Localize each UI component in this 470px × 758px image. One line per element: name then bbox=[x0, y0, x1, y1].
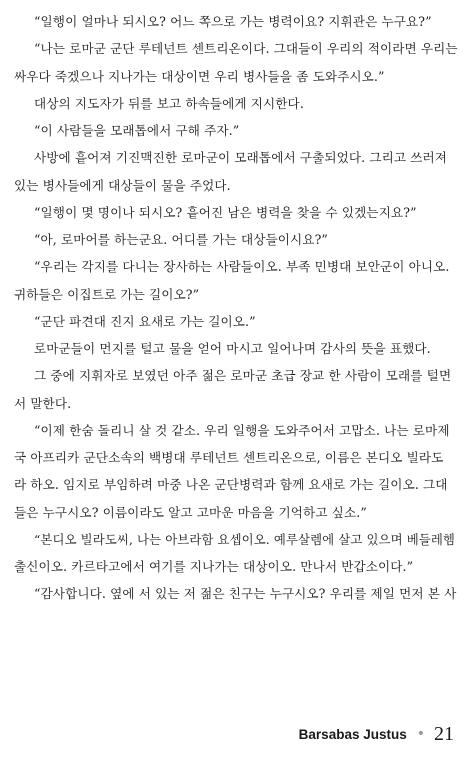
body-text bbox=[14, 8, 460, 608]
text-line: 귀하들은 이집트로 가는 길이오?” bbox=[14, 286, 200, 302]
text-line: 들은 누구시오? 이름이라도 알고 고마운 마음을 기억하고 싶소.” bbox=[14, 504, 367, 520]
text-line: 싸우다 죽겠으나 지나가는 대상이면 우리 병사들을 좀 도와주시오.” bbox=[14, 68, 385, 84]
text-line: 국 아프리카 군단소속의 백병대 루테넌트 센트리온으로, 이름은 본디오 빌라도 bbox=[14, 450, 444, 465]
text-line: “본디오 빌라도씨, 나는 아브라함 요셉이오. 예루살렘에 살고 있으며 베들레헴 bbox=[34, 531, 455, 547]
text-line: “일행이 몇 명이나 되시오? 흩어진 남은 병력을 찾을 수 있겠는지요?” bbox=[34, 204, 417, 220]
page-footer bbox=[0, 720, 454, 748]
text-line: 그 중에 지휘자로 보였던 아주 젊은 로마군 초급 장교 한 사람이 모래를 털면 bbox=[34, 368, 452, 384]
text-line: “이 사람들을 모래톱에서 구해 주자.” bbox=[34, 123, 240, 138]
text-line: 있는 병사들에게 대상들이 물을 주었다. bbox=[14, 177, 231, 193]
text-line: “감사합니다. 옆에 서 있는 저 젊은 친구는 누구시오? 우리를 제일 먼저 본 사 bbox=[34, 586, 457, 602]
page-number: 21 bbox=[434, 722, 454, 745]
text-line: “나는 로마군 군단 루테넌트 센트리온이다. 그대들이 우리의 적이라면 우리는 bbox=[34, 41, 458, 57]
bullet-dot-icon: • bbox=[416, 726, 425, 742]
text-line: 대상의 지도자가 뒤를 보고 하속들에게 지시한다. bbox=[34, 95, 304, 111]
text-line: 출신이오. 카르타고에서 여기를 지나가는 대상이오. 만나서 반갑소이다.” bbox=[14, 559, 414, 574]
running-title: Barsabas Justus bbox=[298, 726, 407, 742]
text-line: 로마군들이 먼지를 털고 물을 얻어 마시고 일어나며 감사의 뜻을 표했다. bbox=[34, 341, 431, 356]
text-line: 라 하오. 임지로 부임하려 마중 나온 군단병력과 함께 요새로 가는 길이오. 그대 bbox=[14, 477, 448, 493]
text-line: “우리는 각지를 다니는 장사하는 사람들이오. 부족 민병대 보안군이 아니오. bbox=[34, 259, 450, 275]
text-line: “아, 로마어를 하는군요. 어디를 가는 대상들이시요?” bbox=[34, 232, 328, 247]
text-line: 사방에 흩어져 기진맥진한 로마군이 모래톱에서 구출되었다. 그리고 쓰러져 bbox=[34, 150, 448, 166]
text-line: “일행이 얼마나 되시오? 어느 쪽으로 가는 병력이요? 지휘관은 누구요?” bbox=[34, 14, 432, 29]
text-line: “이제 한숨 돌리니 살 것 같소. 우리 일행을 도와주어서 고맙소. 나는 로마제 bbox=[34, 422, 450, 438]
text-line: 서 말한다. bbox=[14, 395, 72, 411]
text-line: “군단 파견대 진지 요새로 가는 길이오.” bbox=[34, 313, 256, 329]
